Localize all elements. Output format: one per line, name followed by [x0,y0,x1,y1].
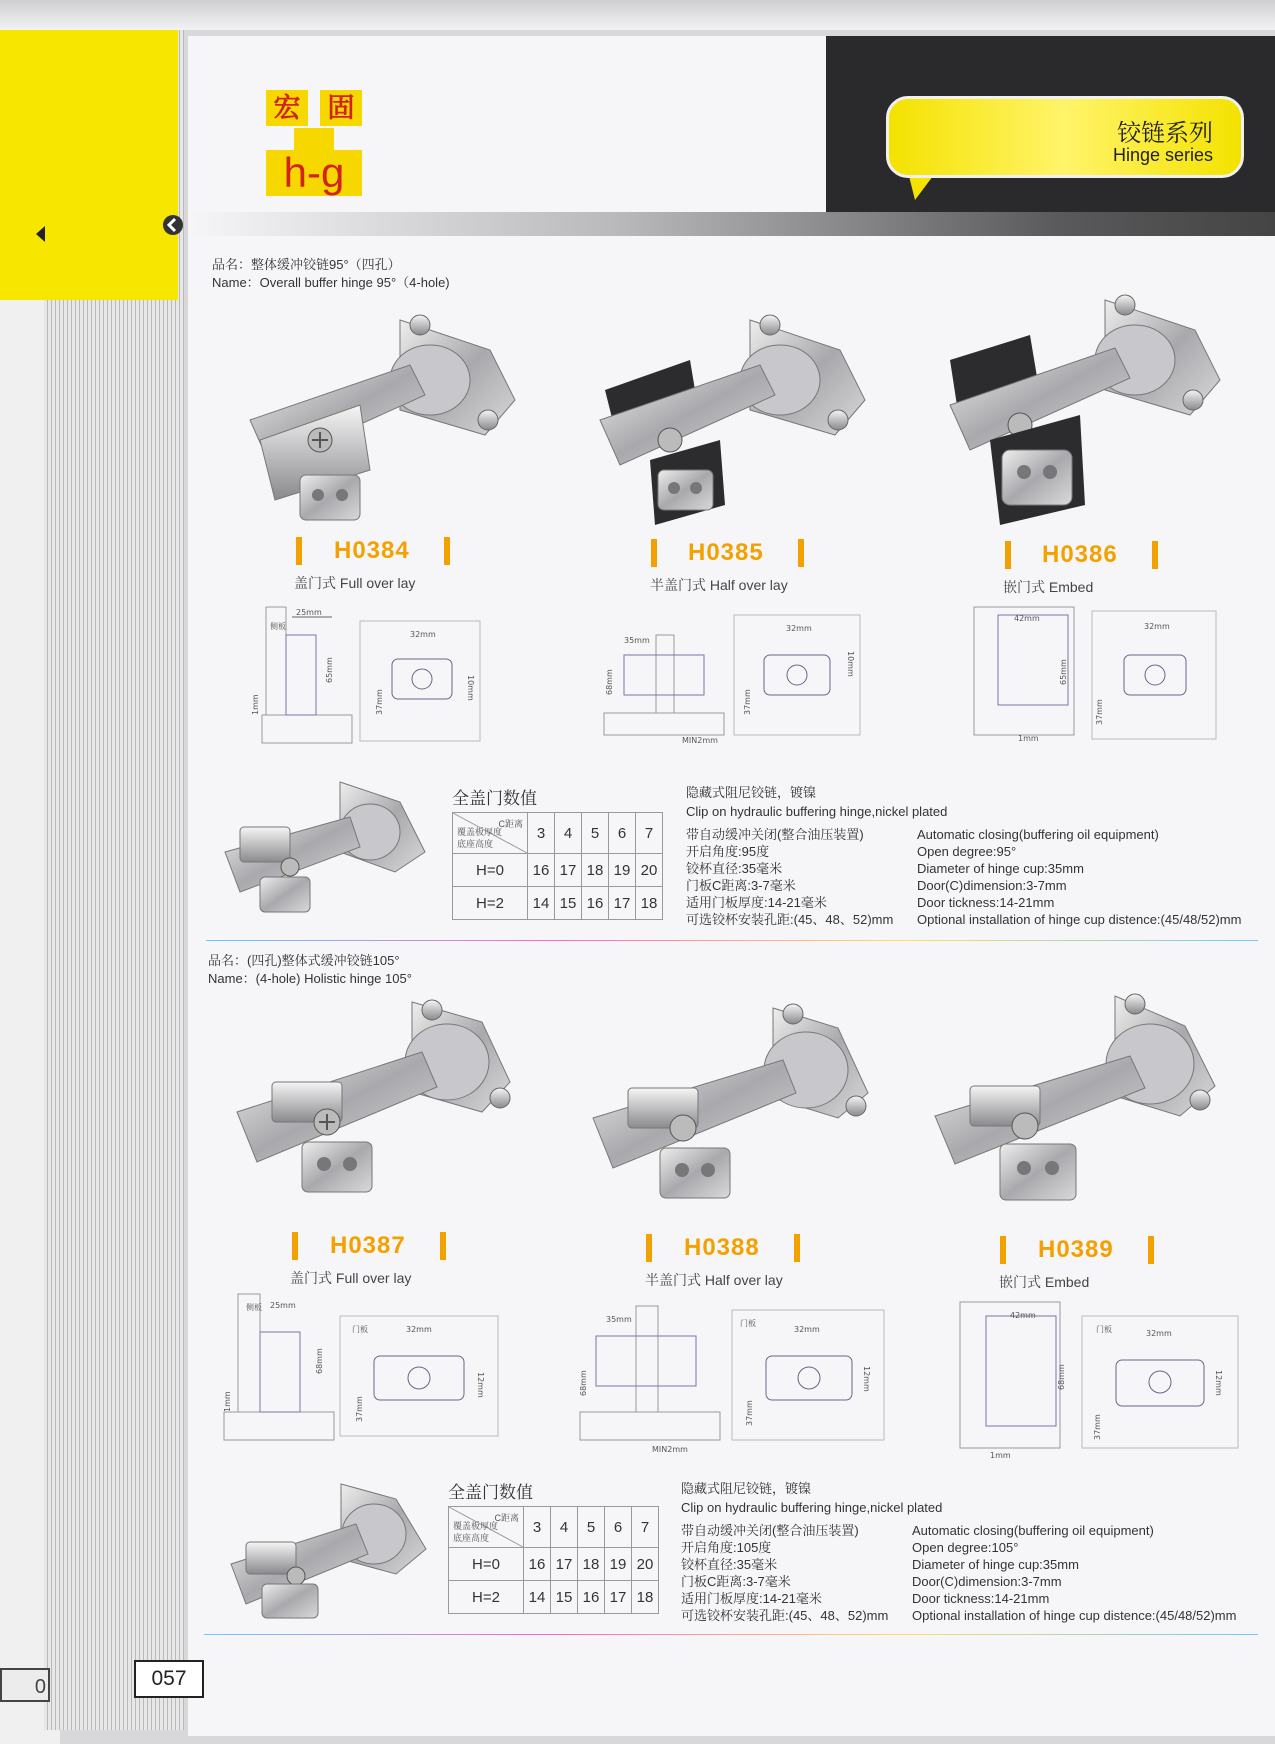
svg-text:35mm: 35mm [606,1315,632,1324]
feature-item: 适用门板厚度:14-21毫米 [686,895,827,910]
column-header: 3 [524,1507,551,1548]
product-name-en: Name：Overall buffer hinge 95°（4-hole) [212,275,450,290]
svg-text:32mm: 32mm [1146,1329,1172,1338]
svg-text:10mm: 10mm [846,651,855,677]
svg-text:1mm: 1mm [990,1451,1011,1460]
svg-text:42mm: 42mm [1010,1311,1036,1320]
prev-page-number: 0 [0,1668,50,1702]
column-header: 6 [609,813,636,854]
svg-text:12mm: 12mm [862,1366,871,1392]
svg-text:68mm: 68mm [579,1370,588,1396]
svg-text:25mm: 25mm [270,1301,296,1310]
svg-text:门板: 门板 [352,1325,368,1334]
table-row [449,1548,659,1581]
svg-text:68mm: 68mm [315,1348,324,1374]
svg-text:32mm: 32mm [786,624,812,633]
hinge-photo-h0384 [240,300,540,530]
svg-text:MIN2mm: MIN2mm [682,736,718,745]
series-title-en: Hinge series [1112,145,1213,165]
table-row [453,887,663,920]
left-yellow-band [0,30,60,300]
column-header: 3 [528,813,555,854]
table-title: 全盖门数值 [452,789,537,808]
side-diagram-h0385 [604,615,862,745]
table-cell: 16 [582,887,609,920]
product-type: 嵌门式 Embed [999,1274,1090,1290]
svg-text:12mm: 12mm [1214,1370,1223,1396]
table-cell: 19 [609,854,636,887]
features-list-zh-1 [686,826,893,928]
table-cell: 16 [528,854,555,887]
product-type: 半盖门式 Half over lay [645,1272,783,1288]
logo-hg: h-g [283,149,345,196]
table-cell: 20 [632,1548,659,1581]
feature-item: 带自动缓冲关闭(整合油压装置) [681,1523,859,1538]
feature-item: 带自动缓冲关闭(整合油压装置) [686,827,864,842]
svg-text:1mm: 1mm [1018,734,1039,743]
product-code: H0386 [1042,541,1118,568]
header-gradient-bar [188,212,1275,236]
svg-text:MIN2mm: MIN2mm [652,1445,688,1454]
spec-table-1 [452,812,663,920]
table-cell: 15 [555,887,582,920]
svg-text:侧板: 侧板 [270,622,286,631]
section1-product-name [212,256,450,292]
svg-text:侧板: 侧板 [246,1303,262,1312]
features-title-en: Clip on hydraulic buffering hinge,nickel plated [686,804,948,819]
side-diagram-h0386 [974,605,1220,745]
features-title-zh: 隐藏式阻尼铰链，镀镍 [681,1481,812,1496]
features-title-zh: 隐藏式阻尼铰链，镀镍 [686,785,817,800]
table-cell: 14 [528,887,555,920]
feature-item: 门板C距离:3-7毫米 [681,1574,791,1589]
svg-text:65mm: 65mm [1059,659,1068,685]
feature-item: Diameter of hinge cup:35mm [917,861,1084,876]
product-type: 嵌门式 Embed [1003,579,1094,595]
svg-text:25mm: 25mm [296,608,322,617]
logo-char-left: 宏 [266,90,308,126]
svg-text:门板: 门板 [1096,1325,1112,1334]
product-type: 半盖门式 Half over lay [650,577,788,593]
features-list-zh-2 [681,1522,888,1624]
table-cell: 18 [632,1581,659,1614]
product-name-en: Name：(4-hole) Holistic hinge 105° [208,971,412,986]
side-diagram-h0387 [224,1292,500,1442]
svg-text:37mm: 37mm [355,1396,364,1422]
section-divider [206,940,1258,941]
feature-item: 铰杯直径:35毫米 [686,861,783,876]
svg-text:32mm: 32mm [410,630,436,639]
table-corner: C距离 覆盖板厚度 底座高度 [449,1507,524,1548]
series-title-zh: 铰链系列 [1117,120,1213,147]
feature-item: Door tickness:14-21mm [912,1591,1050,1606]
hinge-photo-h0388 [588,998,898,1208]
section-divider [204,1634,1258,1635]
table-cell: 18 [636,887,663,920]
table-cell: 14 [524,1581,551,1614]
table-cell: 15 [551,1581,578,1614]
chevron-left-icon [162,214,184,236]
hinge-photo-h0387 [232,992,542,1202]
table-cell: 20 [636,854,663,887]
table-cell: 16 [524,1548,551,1581]
table-cell: 17 [605,1581,632,1614]
hinge-photo-h0386 [940,290,1240,530]
feature-item: Door tickness:14-21mm [917,895,1055,910]
svg-text:68mm: 68mm [1057,1364,1066,1390]
table-corner: C距离 覆盖板厚度 底座高度 [453,813,528,854]
product-code: H0387 [330,1232,406,1259]
feature-item: Optional installation of hinge cup distence:(45/48/52)mm [917,912,1242,927]
svg-text:32mm: 32mm [1144,622,1170,631]
svg-text:65mm: 65mm [325,657,334,683]
feature-item: 适用门板厚度:14-21毫米 [681,1591,822,1606]
svg-text:37mm: 37mm [1095,699,1104,725]
feature-item: 开启角度:105度 [681,1540,772,1555]
table-row [453,854,663,887]
feature-item: Door(C)dimension:3-7mm [917,878,1067,893]
svg-text:32mm: 32mm [794,1325,820,1334]
svg-text:37mm: 37mm [743,689,752,715]
svg-text:37mm: 37mm [745,1400,754,1426]
table-row [449,1581,659,1614]
table-cell: 18 [578,1548,605,1581]
side-diagram-h0389 [960,1300,1240,1458]
svg-text:1mm: 1mm [251,694,260,715]
feature-item: 铰杯直径:35毫米 [681,1557,778,1572]
page-stack-yellow [44,30,178,300]
row-label: H=2 [449,1581,524,1614]
table-cell: 17 [609,887,636,920]
product-type: 盖门式 Full over lay [294,575,416,591]
svg-text:37mm: 37mm [375,689,384,715]
hinge-photo-detail-1 [220,772,434,922]
table-cell: 18 [582,854,609,887]
product-code: H0384 [334,537,410,564]
left-arrow-icon [36,226,45,242]
feature-item: Open degree:95° [917,844,1017,859]
product-code: H0385 [688,539,764,566]
table-cell: 17 [555,854,582,887]
logo-char-right: 固 [320,90,362,126]
table-cell: 17 [551,1548,578,1581]
svg-text:35mm: 35mm [624,636,650,645]
spec-table-2 [448,1506,659,1614]
features-title-en: Clip on hydraulic buffering hinge,nickel plated [681,1500,943,1515]
feature-item: 可选铰杯安装孔距:(45、48、52)mm [686,912,894,927]
features-1 [686,784,947,820]
brand-logo [266,90,362,200]
svg-text:12mm: 12mm [476,1372,485,1398]
product-name-zh: 品名：(四孔)整体式缓冲铰链105° [208,953,400,968]
top-edge [0,0,1275,30]
column-header: 7 [636,813,663,854]
hinge-photo-h0385 [590,300,890,530]
feature-item: 门板C距离:3-7毫米 [686,878,796,893]
product-type: 盖门式 Full over lay [290,1270,412,1286]
svg-text:10mm: 10mm [466,675,475,701]
svg-text:42mm: 42mm [1014,614,1040,623]
hinge-photo-detail-2 [226,1474,436,1624]
feature-item: Diameter of hinge cup:35mm [912,1557,1079,1572]
feature-item: 开启角度:95度 [686,844,770,859]
features-list-en-2 [912,1522,1236,1624]
column-header: 4 [551,1507,578,1548]
svg-text:1mm: 1mm [223,1391,232,1412]
features-list-en-1 [917,826,1241,928]
product-name-zh: 品名：整体缓冲铰链95°（四孔） [212,257,401,272]
table-cell: 16 [578,1581,605,1614]
side-diagram-h0384 [251,605,482,745]
row-label: H=0 [453,854,528,887]
column-header: 4 [555,813,582,854]
column-header: 5 [578,1507,605,1548]
product-code: H0389 [1038,1236,1114,1263]
column-header: 6 [605,1507,632,1548]
table-cell: 19 [605,1548,632,1581]
hinge-photo-h0389 [930,986,1240,1206]
feature-item: Automatic closing(buffering oil equipment) [917,827,1159,842]
svg-text:门板: 门板 [740,1319,756,1328]
row-label: H=0 [449,1548,524,1581]
feature-item: Optional installation of hinge cup distence:(45/48/52)mm [912,1608,1237,1623]
table-title: 全盖门数值 [448,1483,533,1502]
series-bubble [886,96,1244,178]
section2-product-name [208,952,412,988]
svg-text:32mm: 32mm [406,1325,432,1334]
column-header: 7 [632,1507,659,1548]
feature-item: 可选铰杯安装孔距:(45、48、52)mm [681,1608,889,1623]
feature-item: Automatic closing(buffering oil equipment) [912,1523,1154,1538]
side-diagram-h0388 [580,1306,886,1456]
svg-text:68mm: 68mm [605,669,614,695]
feature-item: Open degree:105° [912,1540,1019,1555]
svg-text:37mm: 37mm [1093,1414,1102,1440]
page-number: 057 [134,1660,204,1698]
product-code: H0388 [684,1234,760,1261]
row-label: H=2 [453,887,528,920]
feature-item: Door(C)dimension:3-7mm [912,1574,1062,1589]
features-2 [681,1480,942,1516]
column-header: 5 [582,813,609,854]
